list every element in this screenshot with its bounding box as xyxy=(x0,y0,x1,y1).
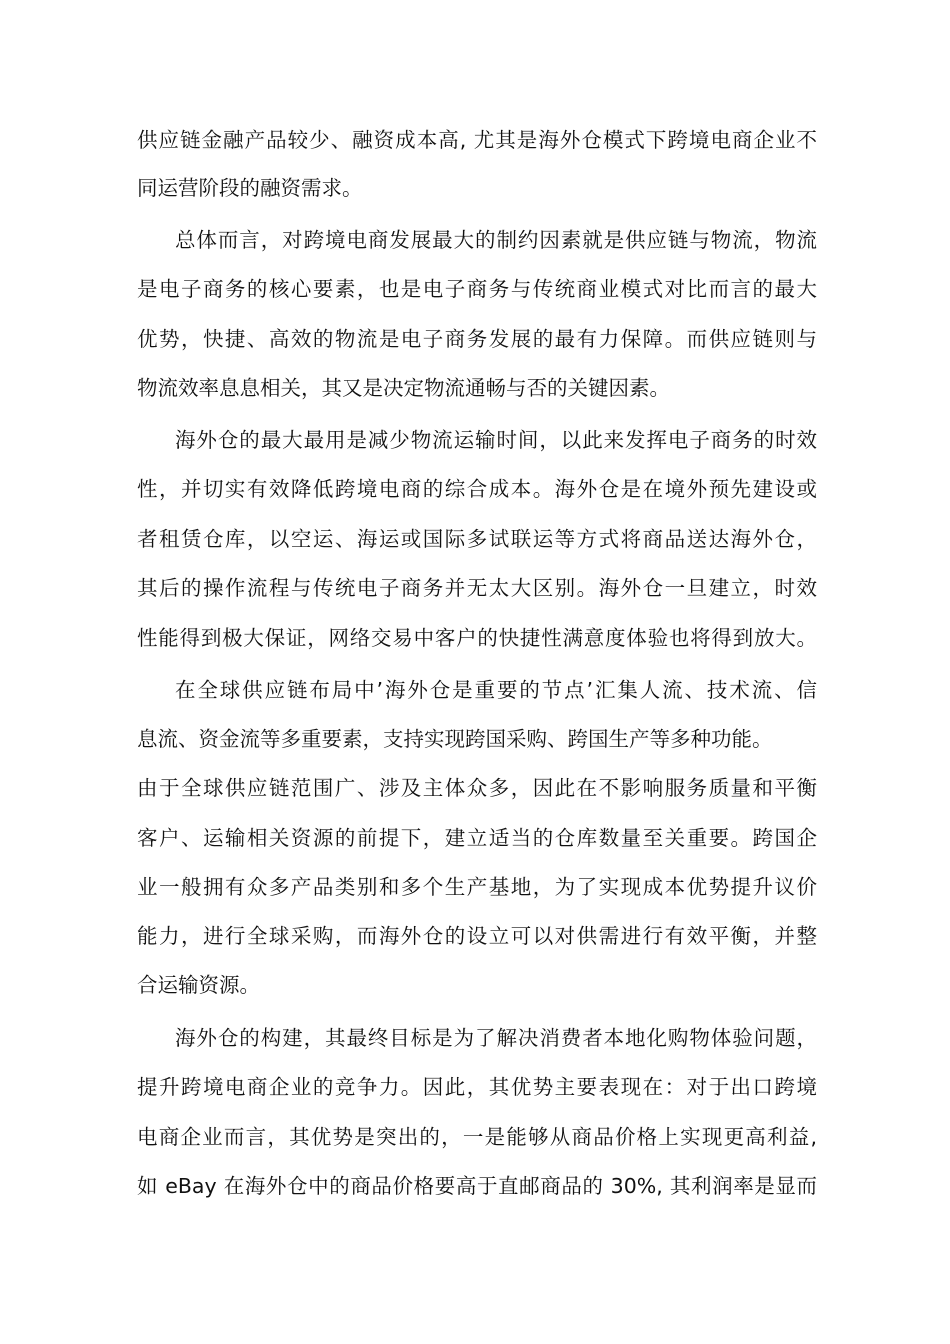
paragraph-first-line: 海外仓的最大最用是减少物流运输时间，以此来发挥电子商务的时效 xyxy=(175,428,817,452)
text-line: 性，并切实有效降低跨境电商的综合成本。海外仓是在境外预先建设或 xyxy=(137,477,817,501)
text-line: 电商企业而言，其优势是突出的，一是能够从商品价格上实现更高利益, xyxy=(137,1125,817,1149)
paragraph-first-line: 总体而言，对跨境电商发展最大的制约因素就是供应链与物流，物流 xyxy=(175,228,817,252)
text-line: 优势，快捷、高效的物流是电子商务发展的最有力保障。而供应链则与 xyxy=(137,327,817,351)
text-line: 如 eBay 在海外仓中的商品价格要高于直邮商品的 30%, 其利润率是显而 xyxy=(137,1174,817,1198)
text-line: 能力，进行全球采购，而海外仓的设立可以对供需进行有效平衡，并整 xyxy=(137,924,817,948)
text-line: 同运营阶段的融资需求。 xyxy=(137,176,363,200)
paragraph-first-line: 在全球供应链布局中’海外仓是重要的节点’汇集人流、技术流、信 xyxy=(175,678,817,702)
text-line: 息流、资金流等多重要素，支持实现跨国采购、跨国生产等多种功能。 xyxy=(137,727,773,751)
paragraph-first-line: 海外仓的构建，其最终目标是为了解决消费者本地化购物体验问题， xyxy=(175,1026,817,1050)
text-line: 物流效率息息相关，其又是决定物流通畅与否的关键因素。 xyxy=(137,376,670,400)
text-line: 合运输资源。 xyxy=(137,973,260,997)
text-line: 供应链金融产品较少、融资成本高, 尤其是海外仓模式下跨境电商企业不 xyxy=(137,128,817,152)
text-line: 客户、运输相关资源的前提下，建立适当的仓库数量至关重要。跨国企 xyxy=(137,826,817,850)
text-line: 者租赁仓库，以空运、海运或国际多试联运等方式将商品送达海外仓， xyxy=(137,527,817,551)
text-line: 提升跨境电商企业的竞争力。因此，其优势主要表现在：对于出口跨境 xyxy=(137,1075,817,1099)
text-line: 是电子商务的核心要素，也是电子商务与传统商业模式对比而言的最大 xyxy=(137,277,817,301)
text-line: 业一般拥有众多产品类别和多个生产基地，为了实现成本优势提升议价 xyxy=(137,875,817,899)
text-line: 其后的操作流程与传统电子商务并无太大区别。海外仓一旦建立，时效 xyxy=(137,576,817,600)
text-line: 由于全球供应链范围广、涉及主体众多，因此在不影响服务质量和平衡 xyxy=(137,776,817,800)
text-line: 性能得到极大保证，网络交易中客户的快捷性满意度体验也将得到放大。 xyxy=(137,626,817,650)
